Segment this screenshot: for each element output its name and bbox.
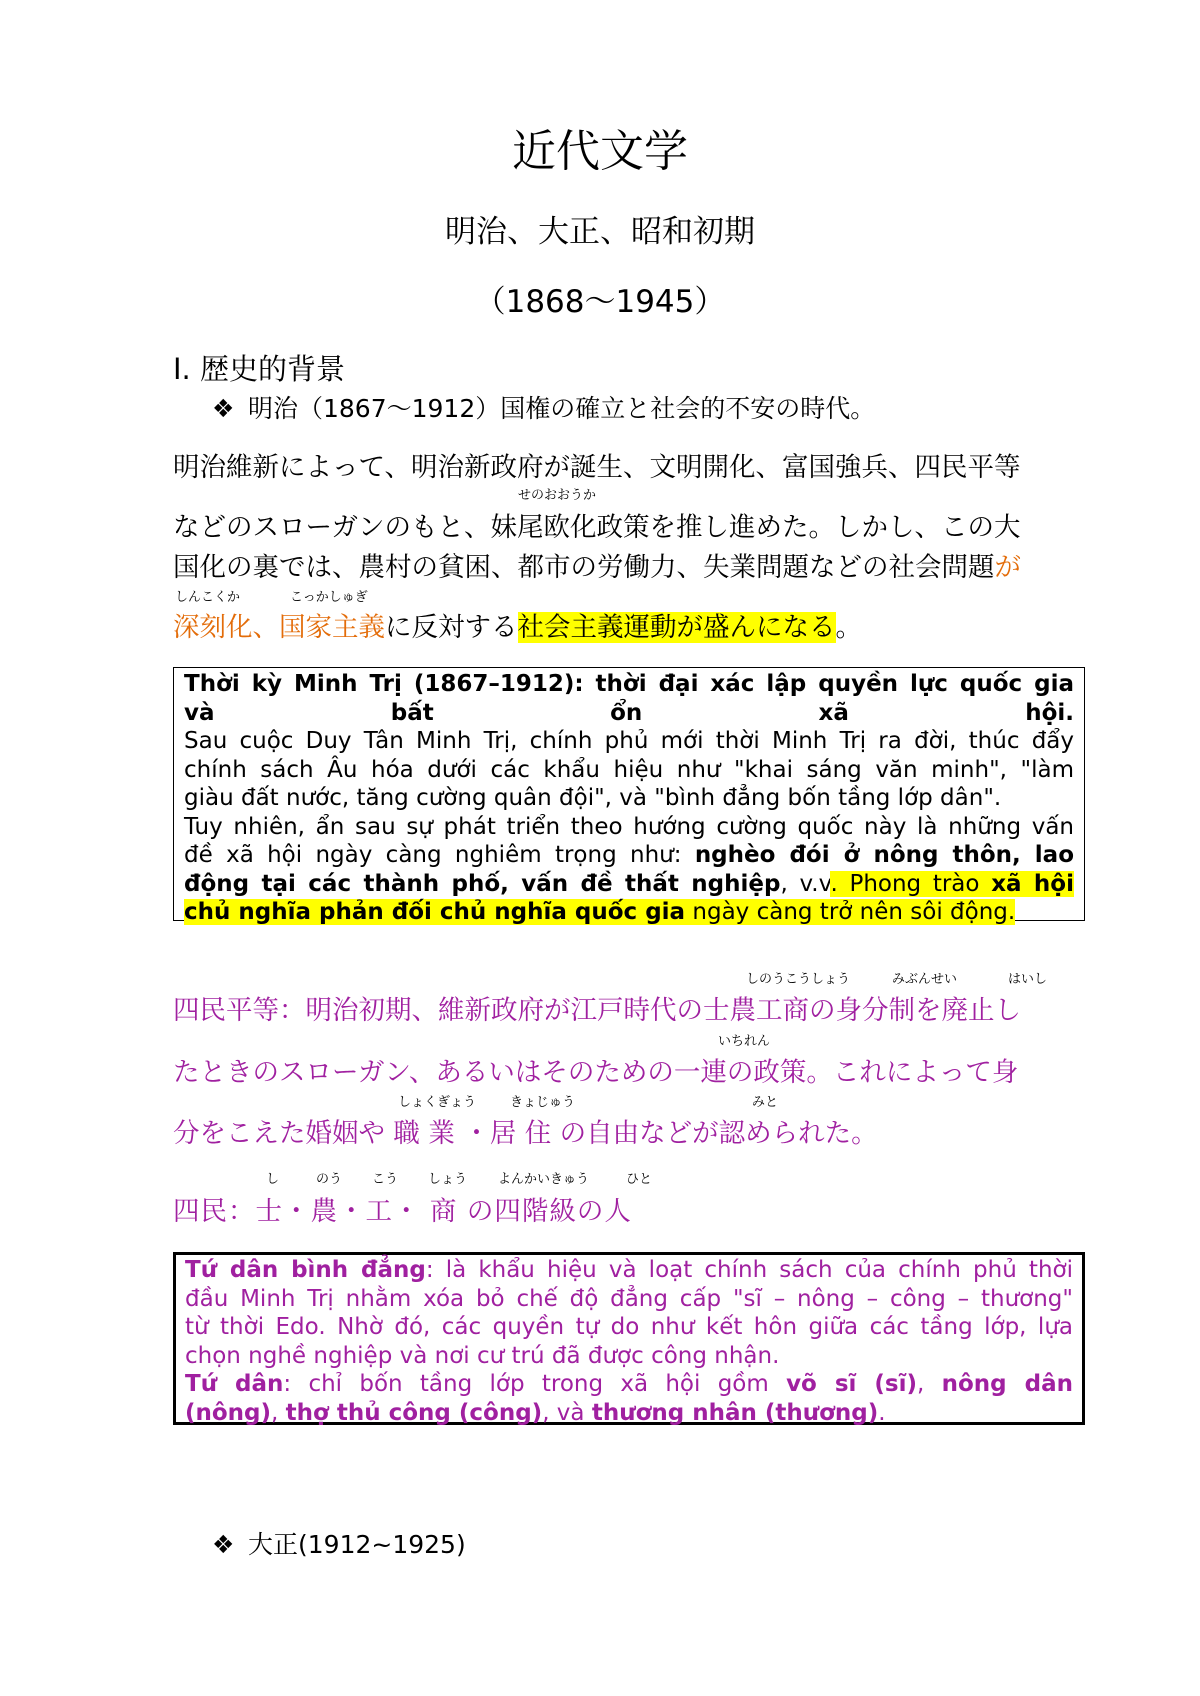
ruby-ichiren: いちれん [718,1034,771,1049]
document-title: 近代文学 [512,126,688,177]
box2-line-4: chọn nghề nghiệp và nơi cư trú đã được công nhận. [185,1342,780,1369]
box1-line-7: đề xã hội ngày càng nghiêm trọng như: nghèo đói ở nông thôn, lao [184,842,1074,868]
paragraph-line-3: 国化の裏では、農村の貧困、都市の労働力、失業問題などの社会問題が [173,552,1021,583]
ruby-yonkaikyuu: よんかいきゅう [498,1172,590,1187]
box2-line-6: (nông), thợ thủ công (công), và thương nhân (thương). [185,1399,886,1426]
ruby-nou: のう [316,1172,343,1187]
shimin-line-1: 四民平等：明治初期、維新政府が江戸時代の士農工商の身分制を廃止し [173,995,1021,1026]
ruby-shinkokuka: しんこくか [175,590,241,605]
ruby-hito: ひと [626,1172,653,1187]
box2-line-3: từ thời Edo. Nhờ đó, các quyền tự do như kết hôn giữa các tầng lớp, lựa [185,1314,1073,1340]
ruby-kyojuu: きょじゅう [510,1095,576,1110]
box1-line-5: giàu đất nước, tăng cường quân đội", và "bình đẳng bốn tầng lớp dân". [184,785,1002,811]
ruby-mito: みと [752,1095,779,1110]
box1-line-6: Tuy nhiên, ẩn sau sự phát triển theo hướng cường quốc này là những vấn [184,813,1074,840]
meiji-bullet [212,392,875,426]
translation-box-shimin [173,1252,1085,1425]
ruby-shou: しょう [428,1172,468,1187]
shimin-line-3: 分をこえた婚姻や 職 業 ・居 住 の自由などが認められた。 [173,1118,878,1149]
ruby-seno: せのおおうか [518,488,597,503]
shimin-line-2: たときのスローガン、あるいはそのための一連の政策。これによって身 [173,1057,1019,1088]
box1-line-3: Sau cuộc Duy Tân Minh Trị, chính phủ mới thời Minh Trị ra đời, thúc đẩy [184,728,1074,754]
box2-line-1: Tứ dân bình đẳng: là khẩu hiệu và loạt chính sách của chính phủ thời [185,1257,1073,1283]
ruby-haishi: はいし [1008,972,1048,987]
box1-line-1: Thời kỳ Minh Trị (1867–1912): thời đại xác lập quyền lực quốc gia [184,671,1074,697]
ruby-kokkashugi: こっかしゅぎ [290,590,368,605]
meiji-bullet-text: 明治（1867～1912）国権の確立と社会的不安の時代。 [248,394,876,423]
section-heading: I. 歴史的背景 [173,352,345,386]
ruby-mibunsei: みぶんせい [892,972,958,987]
taisho-bullet-text: 大正(1912~1925) [248,1530,466,1559]
paragraph-line-2: などのスローガンのもと、妹尾欧化政策を推し進めた。しかし、この大 [173,512,1021,543]
document-subtitle: 明治、大正、昭和初期 [445,214,755,250]
box2-line-2: đầu Minh Trị nhằm xóa bỏ chế độ đẳng cấp "sĩ – nông – công – thương" [185,1285,1073,1312]
ruby-shi: し [266,1172,280,1187]
ruby-shokugyou: しょくぎょう [398,1095,477,1110]
diamond-bullet-icon: ❖ [212,1530,235,1559]
taisho-bullet [212,1528,466,1562]
box1-line-4: chính sách Âu hóa dưới các khẩu hiệu như "khai sáng văn minh", "làm [184,756,1074,783]
paragraph-line-4: 深刻化、国家主義に反対する社会主義運動が盛んになる。 [173,612,862,643]
paragraph-line-1: 明治維新によって、明治新政府が誕生、文明開化、富国強兵、四民平等 [173,452,1021,483]
box1-line-8: động tại các thành phố, vấn đề thất nghiệp, v.v. Phong trào xã hội [184,870,1074,897]
box2-line-5: Tứ dân: chỉ bốn tầng lớp trong xã hội gồm võ sĩ (sĩ), nông dân [185,1371,1073,1397]
translation-box-meiji [173,667,1085,925]
ruby-kou: こう [372,1172,399,1187]
diamond-bullet-icon: ❖ [212,394,235,423]
box1-line-9: chủ nghĩa phản đối chủ nghĩa quốc gia ngày càng trở nên sôi động. [184,899,1016,925]
period-years: （1868～1945） [474,284,726,320]
box1-line-2: và bất ổn xã hội. [184,699,1074,726]
shimin-line-4: 四民：士・農・工・ 商 の四階級の人 [173,1196,632,1227]
ruby-shinoukoushou: しのうこうしょう [746,972,851,987]
